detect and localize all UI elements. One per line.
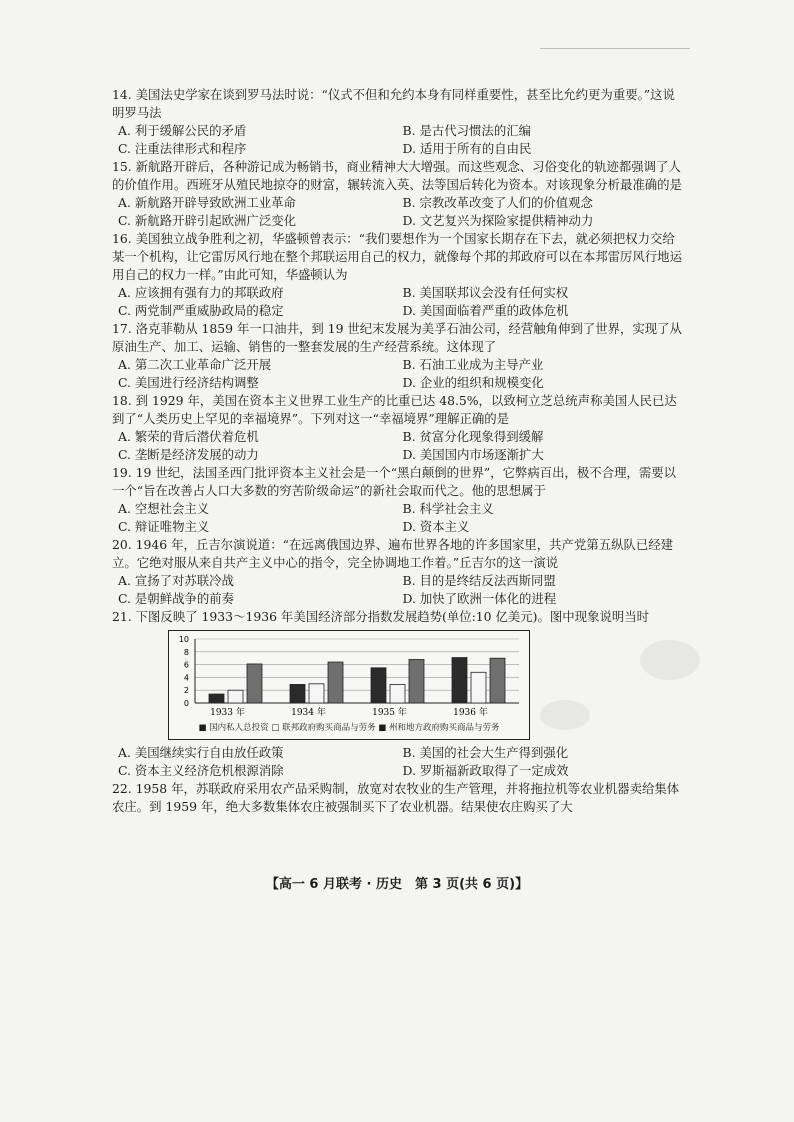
y-tick-label: 0 (183, 699, 189, 708)
question-stem: 15. 新航路开辟后，各种游记成为畅销书，商业精神大大增强。而这些观念、习俗变化的轨迹都强调了人的价值作用。西班牙从殖民地掠夺的财富，辗转流入英、法等国后转化为资本。对该现象分析最准确的是 (112, 159, 682, 192)
options (112, 500, 687, 536)
bar (247, 664, 262, 703)
bar (228, 690, 243, 703)
option-a[interactable]: A. 美国继续实行自由放任政策 (118, 745, 284, 760)
bar (309, 684, 324, 703)
question-17 (112, 320, 687, 392)
option-c[interactable]: C. 是朝鲜战争的前奏 (118, 591, 235, 606)
question-stem: 14. 美国法史学家在谈到罗马法时说：“仪式不但和允约本身有同样重要性，甚至比允约更为重要。”这说明罗马法 (112, 87, 675, 120)
bar (490, 658, 505, 703)
bar-chart (168, 630, 530, 740)
question-22 (112, 780, 687, 816)
option-a[interactable]: A. 空想社会主义 (118, 501, 210, 516)
option-b[interactable]: B. 美国联邦议会没有任何实权 (402, 285, 569, 300)
option-b[interactable]: B. 石油工业成为主导产业 (402, 357, 544, 372)
option-a[interactable]: A. 应该拥有强有力的邦联政府 (118, 285, 284, 300)
y-tick-label: 8 (183, 647, 189, 657)
option-d[interactable]: D. 加快了欧洲一体化的进程 (402, 591, 557, 606)
options (112, 428, 687, 464)
question-14 (112, 86, 687, 158)
option-c[interactable]: C. 辩证唯物主义 (118, 519, 210, 534)
option-d[interactable]: D. 适用于所有的自由民 (402, 141, 532, 156)
option-d[interactable]: D. 企业的组织和规模变化 (402, 375, 544, 390)
bar (290, 684, 305, 703)
option-b[interactable]: B. 是古代习惯法的汇编 (402, 123, 531, 138)
question-21 (112, 608, 687, 780)
question-stem: 17. 洛克菲勒从 1859 年一口油井，到 19 世纪末发展为美孚石油公司，经营触角伸到了世界，实现了从原油生产、加工、运输、销售的一整套发展的生产经营系统。这体现了 (112, 321, 682, 354)
y-tick-label: 6 (183, 660, 189, 670)
option-d[interactable]: D. 美国面临着严重的政体危机 (402, 303, 569, 318)
x-tick-label: 1934 年 (291, 708, 326, 718)
question-20 (112, 536, 687, 608)
option-c[interactable]: C. 资本主义经济危机根源消除 (118, 763, 284, 778)
option-a[interactable]: A. 利于缓解公民的矛盾 (118, 123, 247, 138)
bar (471, 672, 486, 703)
bar (371, 668, 386, 703)
bar (328, 662, 343, 703)
bar (452, 658, 467, 703)
option-d[interactable]: D. 美国国内市场逐渐扩大 (402, 447, 544, 462)
option-b[interactable]: B. 贫富分化现象得到缓解 (402, 429, 544, 444)
options (112, 194, 687, 230)
option-c[interactable]: C. 新航路开辟引起欧洲广泛变化 (118, 213, 296, 228)
y-tick-label: 10 (178, 635, 189, 644)
option-a[interactable]: A. 新航路开辟导致欧洲工业革命 (118, 195, 296, 210)
y-tick-label: 2 (183, 686, 189, 696)
question-18 (112, 392, 687, 464)
options (112, 122, 687, 158)
option-b[interactable]: B. 目的是终结反法西斯同盟 (402, 573, 556, 588)
question-stem: 16. 美国独立战争胜利之初，华盛顿曾表示：“我们要想作为一个国家长期存在下去，就必须把权力交给某一个机构，让它雷厉风行地在整个邦联运用自己的权力，就像每个邦的邦政府可以在本邦雷厉风行地运用自己的权力一样。”由此可知，华盛顿认为 (112, 231, 682, 282)
chart-legend: ■ 国内私人总投资 □ 联邦政府购买商品与劳务 ■ 州和地方政府购买商品与劳务 (198, 723, 500, 733)
option-c[interactable]: C. 注重法律形式和程序 (118, 141, 247, 156)
option-d[interactable]: D. 罗斯福新政取得了一定成效 (402, 763, 569, 778)
option-c[interactable]: C. 垄断是经济发展的动力 (118, 447, 259, 462)
page-footer: 【高一 6 月联考 · 历史 第 3 页(共 6 页)】 (265, 877, 529, 892)
options (112, 744, 687, 780)
option-b[interactable]: B. 科学社会主义 (402, 501, 494, 516)
option-d[interactable]: D. 文艺复兴为探险家提供精神动力 (402, 213, 594, 228)
x-tick-label: 1936 年 (453, 708, 488, 718)
option-c[interactable]: C. 美国进行经济结构调整 (118, 375, 259, 390)
option-b[interactable]: B. 美国的社会大生产得到强化 (402, 745, 569, 760)
question-stem: 22. 1958 年，苏联政府采用农产品采购制，放宽对农牧业的生产管理，并将拖拉机等农业机器卖给集体农庄。到 1959 年，绝大多数集体农庄被强制买下了农业机器。结果使农庄购买了大 (112, 781, 680, 814)
question-16 (112, 230, 687, 320)
option-d[interactable]: D. 资本主义 (402, 519, 470, 534)
option-a[interactable]: A. 第二次工业革命广泛开展 (118, 357, 272, 372)
y-tick-label: 4 (183, 673, 189, 683)
question-15 (112, 158, 687, 230)
x-tick-label: 1933 年 (210, 708, 245, 718)
option-a[interactable]: A. 宣扬了对苏联冷战 (118, 573, 234, 588)
question-stem: 21. 下图反映了 1933～1936 年美国经济部分指数发展趋势(单位:10 亿美元)。图中现象说明当时 (112, 609, 650, 624)
option-a[interactable]: A. 繁荣的背后潜伏着危机 (118, 429, 259, 444)
options (112, 572, 687, 608)
bar (209, 694, 224, 703)
option-b[interactable]: B. 宗教改革改变了人们的价值观念 (402, 195, 593, 210)
header-rule (540, 48, 690, 49)
bar (390, 684, 405, 703)
options (112, 284, 687, 320)
options (112, 356, 687, 392)
question-stem: 20. 1946 年，丘吉尔演说道：“在远离俄国边界、遍布世界各地的许多国家里，共产党第五纵队已经建立。它绝对服从来自共产主义中心的指令，完全协调地工作着。”丘吉尔的这一演说 (112, 537, 674, 570)
question-19 (112, 464, 687, 536)
x-tick-label: 1935 年 (372, 708, 407, 718)
question-stem: 19. 19 世纪，法国圣西门批评资本主义社会是一个“黑白颠倒的世界”，它弊病百出，极不合理，需要以一个“旨在改善占人口大多数的穷苦阶级命运”的新社会取而代之。他的思想属于 (112, 465, 677, 498)
option-c[interactable]: C. 两党制严重威胁政局的稳定 (118, 303, 284, 318)
exam-content (112, 86, 687, 816)
bar (409, 659, 424, 703)
question-stem: 18. 到 1929 年，美国在资本主义世界工业生产的比重已达 48.5%，以致柯立芝总统声称美国人民已达到了“人类历史上罕见的幸福境界”。下列对这一“幸福境界”理解正确的是 (112, 393, 677, 426)
